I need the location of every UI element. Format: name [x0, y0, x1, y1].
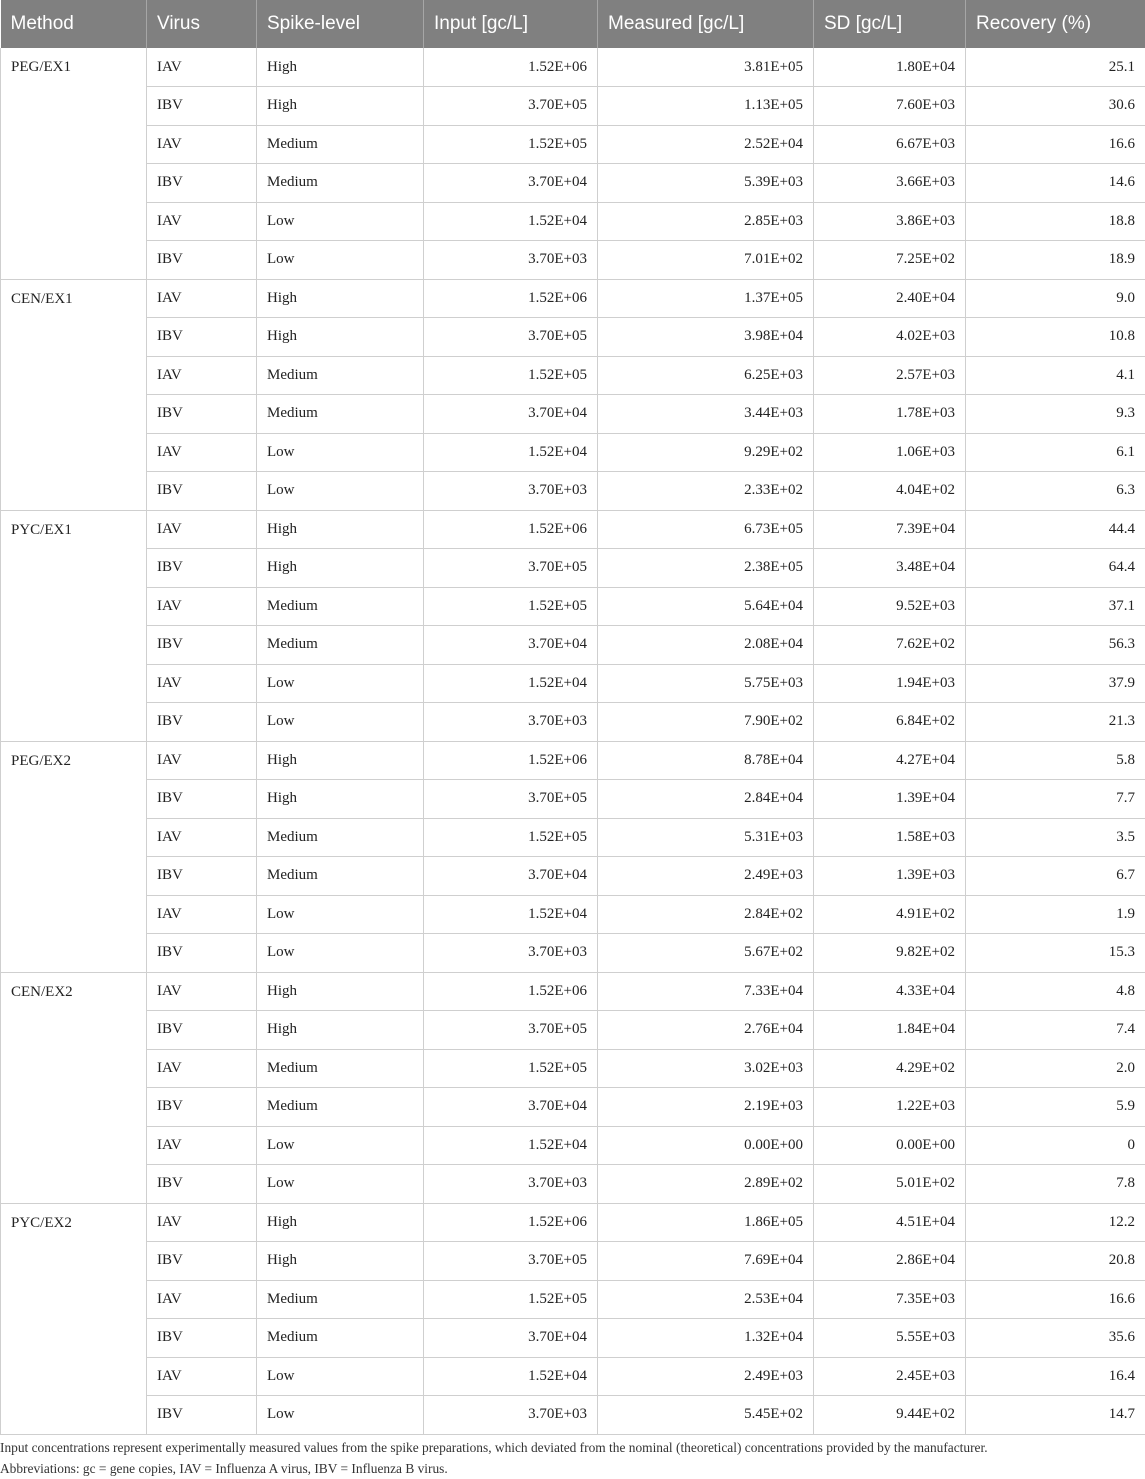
cell-sd: 5.55E+03	[814, 1319, 966, 1358]
cell-sd: 7.25E+02	[814, 241, 966, 280]
cell-measured: 6.73E+05	[598, 510, 814, 549]
cell-virus: IAV	[147, 1280, 257, 1319]
cell-input: 1.52E+06	[424, 1203, 598, 1242]
cell-input: 1.52E+06	[424, 972, 598, 1011]
cell-virus: IAV	[147, 1049, 257, 1088]
cell-spike-level: Low	[257, 1357, 424, 1396]
cell-virus: IAV	[147, 433, 257, 472]
table-row	[1, 549, 1145, 588]
cell-measured: 2.49E+03	[598, 1357, 814, 1396]
table-row	[1, 626, 1145, 665]
cell-input: 1.52E+04	[424, 1126, 598, 1165]
cell-recovery: 18.9	[966, 241, 1145, 280]
cell-spike-level: Low	[257, 895, 424, 934]
cell-sd: 4.29E+02	[814, 1049, 966, 1088]
cell-sd: 1.84E+04	[814, 1011, 966, 1050]
cell-virus: IAV	[147, 279, 257, 318]
cell-sd: 4.91E+02	[814, 895, 966, 934]
header-measured: Measured [gc/L]	[598, 0, 814, 48]
cell-input: 3.70E+04	[424, 1319, 598, 1358]
cell-sd: 3.86E+03	[814, 202, 966, 241]
table-row	[1, 857, 1145, 896]
cell-virus: IAV	[147, 741, 257, 780]
cell-input: 3.70E+03	[424, 1165, 598, 1204]
cell-input: 3.70E+03	[424, 1396, 598, 1435]
table-row	[1, 895, 1145, 934]
cell-spike-level: High	[257, 1242, 424, 1281]
cell-recovery: 16.6	[966, 1280, 1145, 1319]
table-row	[1, 1049, 1145, 1088]
cell-sd: 4.27E+04	[814, 741, 966, 780]
cell-spike-level: Low	[257, 241, 424, 280]
cell-measured: 7.33E+04	[598, 972, 814, 1011]
cell-sd: 9.44E+02	[814, 1396, 966, 1435]
cell-sd: 2.40E+04	[814, 279, 966, 318]
cell-sd: 1.39E+03	[814, 857, 966, 896]
cell-sd: 1.06E+03	[814, 433, 966, 472]
cell-virus: IBV	[147, 703, 257, 742]
cell-measured: 2.52E+04	[598, 125, 814, 164]
cell-measured: 2.08E+04	[598, 626, 814, 665]
cell-sd: 7.60E+03	[814, 87, 966, 126]
cell-virus: IBV	[147, 1396, 257, 1435]
cell-recovery: 14.6	[966, 164, 1145, 203]
cell-measured: 3.98E+04	[598, 318, 814, 357]
cell-virus: IBV	[147, 1165, 257, 1204]
cell-virus: IBV	[147, 87, 257, 126]
cell-recovery: 7.8	[966, 1165, 1145, 1204]
cell-measured: 3.81E+05	[598, 48, 814, 87]
cell-spike-level: Medium	[257, 818, 424, 857]
table-row	[1, 1203, 1145, 1242]
cell-input: 3.70E+05	[424, 780, 598, 819]
cell-spike-level: Medium	[257, 1319, 424, 1358]
cell-spike-level: Low	[257, 664, 424, 703]
cell-virus: IBV	[147, 934, 257, 973]
cell-spike-level: Medium	[257, 1280, 424, 1319]
cell-recovery: 5.9	[966, 1088, 1145, 1127]
cell-spike-level: Medium	[257, 356, 424, 395]
table-row	[1, 1357, 1145, 1396]
cell-spike-level: Medium	[257, 1049, 424, 1088]
table-row	[1, 433, 1145, 472]
cell-sd: 3.66E+03	[814, 164, 966, 203]
cell-measured: 7.90E+02	[598, 703, 814, 742]
cell-sd: 3.48E+04	[814, 549, 966, 588]
cell-recovery: 37.1	[966, 587, 1145, 626]
cell-virus: IAV	[147, 664, 257, 703]
cell-measured: 1.86E+05	[598, 1203, 814, 1242]
cell-input: 1.52E+05	[424, 587, 598, 626]
cell-recovery: 18.8	[966, 202, 1145, 241]
cell-recovery: 9.3	[966, 395, 1145, 434]
cell-sd: 2.45E+03	[814, 1357, 966, 1396]
table-row	[1, 703, 1145, 742]
cell-virus: IBV	[147, 241, 257, 280]
table-row	[1, 279, 1145, 318]
cell-spike-level: Medium	[257, 587, 424, 626]
cell-spike-level: High	[257, 741, 424, 780]
header-input: Input [gc/L]	[424, 0, 598, 48]
header-virus: Virus	[147, 0, 257, 48]
cell-sd: 1.39E+04	[814, 780, 966, 819]
cell-input: 3.70E+05	[424, 1242, 598, 1281]
cell-virus: IAV	[147, 1203, 257, 1242]
cell-input: 1.52E+04	[424, 664, 598, 703]
cell-spike-level: Medium	[257, 395, 424, 434]
cell-sd: 6.84E+02	[814, 703, 966, 742]
table-row	[1, 164, 1145, 203]
cell-recovery: 15.3	[966, 934, 1145, 973]
cell-sd: 9.82E+02	[814, 934, 966, 973]
cell-input: 3.70E+05	[424, 318, 598, 357]
cell-sd: 1.22E+03	[814, 1088, 966, 1127]
cell-measured: 8.78E+04	[598, 741, 814, 780]
cell-input: 3.70E+05	[424, 1011, 598, 1050]
table-row	[1, 356, 1145, 395]
cell-virus: IBV	[147, 857, 257, 896]
cell-input: 1.52E+06	[424, 279, 598, 318]
cell-measured: 5.39E+03	[598, 164, 814, 203]
table-row	[1, 1242, 1145, 1281]
cell-input: 3.70E+03	[424, 934, 598, 973]
cell-recovery: 12.2	[966, 1203, 1145, 1242]
cell-sd: 1.80E+04	[814, 48, 966, 87]
header-method: Method	[1, 0, 147, 48]
table-row	[1, 1126, 1145, 1165]
table-row	[1, 587, 1145, 626]
cell-input: 1.52E+05	[424, 356, 598, 395]
cell-spike-level: Medium	[257, 125, 424, 164]
table-row	[1, 818, 1145, 857]
cell-measured: 2.84E+04	[598, 780, 814, 819]
cell-measured: 2.89E+02	[598, 1165, 814, 1204]
table-row	[1, 318, 1145, 357]
cell-sd: 1.78E+03	[814, 395, 966, 434]
table-row	[1, 1280, 1145, 1319]
table-row	[1, 125, 1145, 164]
table-header	[1, 0, 1145, 48]
cell-spike-level: Medium	[257, 626, 424, 665]
cell-spike-level: High	[257, 318, 424, 357]
cell-virus: IAV	[147, 202, 257, 241]
cell-recovery: 7.7	[966, 780, 1145, 819]
table-row	[1, 48, 1145, 87]
cell-method: PEG/EX1	[1, 48, 147, 279]
cell-measured: 1.32E+04	[598, 1319, 814, 1358]
cell-recovery: 35.6	[966, 1319, 1145, 1358]
cell-recovery: 14.7	[966, 1396, 1145, 1435]
cell-recovery: 7.4	[966, 1011, 1145, 1050]
cell-recovery: 4.8	[966, 972, 1145, 1011]
cell-input: 1.52E+05	[424, 818, 598, 857]
cell-measured: 5.31E+03	[598, 818, 814, 857]
cell-spike-level: Low	[257, 472, 424, 511]
cell-input: 1.52E+06	[424, 510, 598, 549]
cell-input: 1.52E+06	[424, 741, 598, 780]
table-row	[1, 741, 1145, 780]
cell-virus: IBV	[147, 164, 257, 203]
cell-spike-level: High	[257, 279, 424, 318]
cell-spike-level: Low	[257, 1396, 424, 1435]
cell-recovery: 4.1	[966, 356, 1145, 395]
cell-recovery: 6.1	[966, 433, 1145, 472]
cell-sd: 2.57E+03	[814, 356, 966, 395]
cell-spike-level: Low	[257, 1126, 424, 1165]
cell-sd: 7.35E+03	[814, 1280, 966, 1319]
cell-measured: 7.01E+02	[598, 241, 814, 280]
table-footnotes	[0, 1437, 1145, 1479]
cell-spike-level: Low	[257, 202, 424, 241]
cell-measured: 2.49E+03	[598, 857, 814, 896]
cell-virus: IAV	[147, 1357, 257, 1396]
cell-input: 1.52E+04	[424, 433, 598, 472]
header-spike-level: Spike-level	[257, 0, 424, 48]
table-row	[1, 972, 1145, 1011]
cell-input: 3.70E+03	[424, 703, 598, 742]
cell-virus: IAV	[147, 510, 257, 549]
cell-recovery: 2.0	[966, 1049, 1145, 1088]
cell-recovery: 0	[966, 1126, 1145, 1165]
cell-recovery: 20.8	[966, 1242, 1145, 1281]
cell-measured: 7.69E+04	[598, 1242, 814, 1281]
table-row	[1, 1011, 1145, 1050]
cell-virus: IAV	[147, 895, 257, 934]
cell-spike-level: High	[257, 549, 424, 588]
cell-input: 3.70E+04	[424, 857, 598, 896]
cell-recovery: 9.0	[966, 279, 1145, 318]
cell-recovery: 16.6	[966, 125, 1145, 164]
cell-recovery: 10.8	[966, 318, 1145, 357]
cell-method: CEN/EX1	[1, 279, 147, 510]
cell-input: 1.52E+05	[424, 1049, 598, 1088]
table-row	[1, 664, 1145, 703]
cell-recovery: 16.4	[966, 1357, 1145, 1396]
cell-recovery: 1.9	[966, 895, 1145, 934]
table-row	[1, 1319, 1145, 1358]
cell-input: 3.70E+04	[424, 1088, 598, 1127]
cell-virus: IBV	[147, 472, 257, 511]
cell-measured: 9.29E+02	[598, 433, 814, 472]
cell-virus: IAV	[147, 972, 257, 1011]
table-row	[1, 395, 1145, 434]
cell-sd: 1.58E+03	[814, 818, 966, 857]
cell-spike-level: High	[257, 510, 424, 549]
cell-sd: 7.62E+02	[814, 626, 966, 665]
cell-virus: IAV	[147, 356, 257, 395]
cell-measured: 5.45E+02	[598, 1396, 814, 1435]
cell-sd: 2.86E+04	[814, 1242, 966, 1281]
cell-input: 3.70E+03	[424, 472, 598, 511]
cell-virus: IBV	[147, 1011, 257, 1050]
cell-sd: 4.02E+03	[814, 318, 966, 357]
cell-input: 1.52E+04	[424, 202, 598, 241]
cell-recovery: 37.9	[966, 664, 1145, 703]
cell-measured: 2.84E+02	[598, 895, 814, 934]
cell-virus: IBV	[147, 395, 257, 434]
cell-measured: 2.33E+02	[598, 472, 814, 511]
cell-sd: 7.39E+04	[814, 510, 966, 549]
cell-virus: IBV	[147, 1242, 257, 1281]
cell-spike-level: Medium	[257, 857, 424, 896]
cell-measured: 3.44E+03	[598, 395, 814, 434]
cell-virus: IBV	[147, 318, 257, 357]
cell-measured: 5.64E+04	[598, 587, 814, 626]
cell-method: PYC/EX2	[1, 1203, 147, 1434]
cell-sd: 9.52E+03	[814, 587, 966, 626]
cell-recovery: 5.8	[966, 741, 1145, 780]
cell-sd: 4.51E+04	[814, 1203, 966, 1242]
cell-sd: 0.00E+00	[814, 1126, 966, 1165]
cell-recovery: 25.1	[966, 48, 1145, 87]
cell-recovery: 44.4	[966, 510, 1145, 549]
cell-spike-level: High	[257, 780, 424, 819]
table-row	[1, 510, 1145, 549]
table-row	[1, 472, 1145, 511]
table-row	[1, 87, 1145, 126]
header-sd: SD [gc/L]	[814, 0, 966, 48]
cell-virus: IAV	[147, 125, 257, 164]
footnote-abbreviations: Abbreviations: gc = gene copies, IAV = Influenza A virus, IBV = Influenza B virus.	[0, 1461, 448, 1476]
header-row	[1, 0, 1145, 48]
cell-input: 3.70E+04	[424, 164, 598, 203]
cell-recovery: 6.3	[966, 472, 1145, 511]
table-row	[1, 780, 1145, 819]
cell-recovery: 6.7	[966, 857, 1145, 896]
cell-spike-level: Medium	[257, 1088, 424, 1127]
header-recovery: Recovery (%)	[966, 0, 1145, 48]
cell-spike-level: Low	[257, 934, 424, 973]
cell-virus: IBV	[147, 780, 257, 819]
cell-spike-level: Low	[257, 1165, 424, 1204]
cell-recovery: 56.3	[966, 626, 1145, 665]
cell-measured: 2.53E+04	[598, 1280, 814, 1319]
cell-spike-level: High	[257, 48, 424, 87]
cell-virus: IAV	[147, 587, 257, 626]
cell-input: 1.52E+05	[424, 125, 598, 164]
table-body	[1, 48, 1145, 1434]
footnote-input-concentrations: Input concentrations represent experimentally measured values from the spike preparations, which deviated from the nominal (theoretical) concentrations provided by the manufacturer.	[0, 1440, 988, 1455]
cell-measured: 1.37E+05	[598, 279, 814, 318]
cell-sd: 4.04E+02	[814, 472, 966, 511]
cell-spike-level: High	[257, 1011, 424, 1050]
cell-recovery: 64.4	[966, 549, 1145, 588]
cell-recovery: 30.6	[966, 87, 1145, 126]
cell-sd: 1.94E+03	[814, 664, 966, 703]
cell-spike-level: High	[257, 972, 424, 1011]
cell-virus: IAV	[147, 1126, 257, 1165]
cell-measured: 0.00E+00	[598, 1126, 814, 1165]
cell-spike-level: Medium	[257, 164, 424, 203]
table-row	[1, 934, 1145, 973]
cell-measured: 1.13E+05	[598, 87, 814, 126]
cell-sd: 5.01E+02	[814, 1165, 966, 1204]
cell-input: 3.70E+03	[424, 241, 598, 280]
cell-measured: 6.25E+03	[598, 356, 814, 395]
cell-spike-level: High	[257, 87, 424, 126]
cell-recovery: 3.5	[966, 818, 1145, 857]
cell-virus: IBV	[147, 549, 257, 588]
cell-input: 3.70E+04	[424, 626, 598, 665]
cell-virus: IBV	[147, 1088, 257, 1127]
cell-virus: IBV	[147, 626, 257, 665]
cell-spike-level: Low	[257, 433, 424, 472]
cell-measured: 5.67E+02	[598, 934, 814, 973]
table-row	[1, 1165, 1145, 1204]
cell-measured: 2.85E+03	[598, 202, 814, 241]
cell-input: 3.70E+05	[424, 549, 598, 588]
cell-method: PYC/EX1	[1, 510, 147, 741]
cell-input: 1.52E+04	[424, 895, 598, 934]
cell-measured: 5.75E+03	[598, 664, 814, 703]
table-row	[1, 241, 1145, 280]
cell-input: 3.70E+04	[424, 395, 598, 434]
cell-spike-level: High	[257, 1203, 424, 1242]
cell-input: 1.52E+05	[424, 1280, 598, 1319]
cell-input: 3.70E+05	[424, 87, 598, 126]
cell-virus: IAV	[147, 48, 257, 87]
cell-measured: 2.19E+03	[598, 1088, 814, 1127]
cell-input: 1.52E+06	[424, 48, 598, 87]
table-row	[1, 202, 1145, 241]
cell-method: PEG/EX2	[1, 741, 147, 972]
cell-input: 1.52E+04	[424, 1357, 598, 1396]
cell-sd: 6.67E+03	[814, 125, 966, 164]
cell-method: CEN/EX2	[1, 972, 147, 1203]
table-row	[1, 1396, 1145, 1435]
cell-virus: IBV	[147, 1319, 257, 1358]
cell-virus: IAV	[147, 818, 257, 857]
cell-sd: 4.33E+04	[814, 972, 966, 1011]
cell-recovery: 21.3	[966, 703, 1145, 742]
cell-spike-level: Low	[257, 703, 424, 742]
table-row	[1, 1088, 1145, 1127]
cell-measured: 2.76E+04	[598, 1011, 814, 1050]
cell-measured: 2.38E+05	[598, 549, 814, 588]
cell-measured: 3.02E+03	[598, 1049, 814, 1088]
